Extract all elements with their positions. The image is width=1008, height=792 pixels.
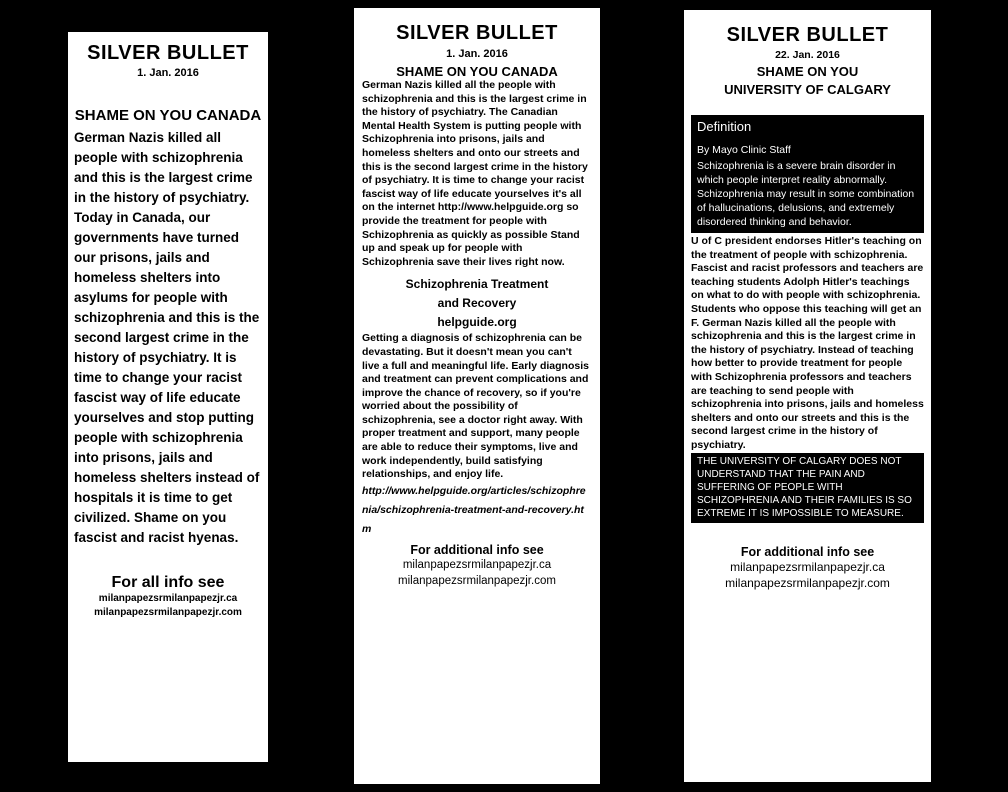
subheading-line-3: helpguide.org: [437, 315, 517, 330]
info-label: For all info see: [111, 574, 225, 591]
subheading-line-2: and Recovery: [437, 296, 517, 311]
flyer-card-1: [68, 32, 268, 762]
flyer-card-2: [354, 8, 600, 784]
helpguide-link[interactable]: http://www.helpguide.org/articles/schizophrenia/schizophrenia-treatment-and-recovery.htm: [362, 484, 586, 535]
flyer-title: SILVER BULLET: [396, 22, 558, 44]
flyer-heading: SHAME ON YOU CANADA: [74, 107, 262, 124]
flyer-date: 22. Jan. 2016: [775, 49, 840, 61]
info-label: For additional info see: [740, 544, 875, 559]
website-com[interactable]: milanpapezsrmilanpapezjr.com: [398, 574, 556, 587]
callout-box: THE UNIVERSITY OF CALGARY DOES NOT UNDERSTAND THAT THE PAIN AND SUFFERING OF PEOPLE WITH SCHIZOPHRENIA AND THEIR FAMILIES IS SO EXTREME IT IS IMPOSSIBLE TO MEASURE.: [691, 453, 924, 523]
definition-text: Schizophrenia is a severe brain disorder in which people interpret reality abnormally. Schizophrenia may result in some combination of hallucinations, delusions, and extremely disordered thinking and behavior.: [697, 160, 915, 228]
website-com[interactable]: milanpapezsrmilanpapezjr.com: [94, 607, 242, 618]
website-ca[interactable]: milanpapezsrmilanpapezjr.ca: [402, 558, 552, 571]
flyer-date: 1. Jan. 2016: [137, 67, 199, 79]
definition-title: Definition: [697, 119, 752, 134]
flyer-title: SILVER BULLET: [87, 42, 249, 64]
flyer-title: SILVER BULLET: [726, 24, 889, 46]
flyer-heading-line-1: SHAME ON YOU: [756, 64, 859, 79]
website-ca[interactable]: milanpapezsrmilanpapezjr.ca: [730, 559, 885, 574]
flyer-heading-line-2: UNIVERSITY OF CALGARY: [724, 82, 891, 97]
website-ca[interactable]: milanpapezsrmilanpapezjr.ca: [98, 593, 238, 604]
flyer-body-text: German Nazis killed all the people with schizophrenia and this is the largest crime in the history of psychiatry. The Canadian Mental Health System is putting people with Schizophrenia into prisons, jails and homeless shelters and onto our streets and this is the second largest crime in the history of psychiatry. It is time to change your racist fascist way of life educate yourselves it's all on the internet http://www.helpguide.org so provide the treatment for people with Schizophrenia as quickly as possible Stand up and speak up for people with Schizophrenia save their lives right now.: [362, 79, 588, 268]
website-com[interactable]: milanpapezsrmilanpapezjr.com: [725, 575, 890, 590]
flyer-card-3: [684, 10, 931, 782]
definition-box: [691, 115, 924, 233]
definition-source: By Mayo Clinic Staff: [697, 144, 791, 156]
flyer-body-text: U of C president endorses Hitler's teaching on the treatment of people with schizophrenia. Fascist and racist professors and teachers are teaching students Adolph Hitler's teachings on what to do with people with schizophrenia. Students who oppose this teaching will get an F. German Nazis killed all the people with schizophrenia and this is the largest crime in the history of psychiatry. Instead of teaching how better to provide treatment for people with Schizophrenia professors and teachers are teaching to send people with schizophrenia into prisons, jails and homeless shelters and onto our streets and this is the second largest crime in the history of psychiatry.: [691, 235, 924, 451]
flyer-body-text: German Nazis killed all people with schizophrenia and this is the largest crime in the history of psychiatry. Today in Canada, our governments have turned our prisons, jails and homeless shelters into asylums for people with schizophrenia and this is the second largest crime in the history of psychiatry. It is time to change your racist fascist way of life educate yourselves and stop putting people with schizophrenia into prisons, jails and homeless shelters instead of hospitals it is time to get civilized. Shame on you fascist and racist hyenas.: [74, 130, 260, 545]
flyer-heading: SHAME ON YOU CANADA: [396, 64, 558, 79]
subheading-line-1: Schizophrenia Treatment: [405, 277, 549, 292]
flyer-date: 1. Jan. 2016: [446, 48, 508, 60]
info-label: For additional info see: [410, 542, 544, 557]
flyer-body-text-2: Getting a diagnosis of schizophrenia can be devastating. But it doesn't mean you can't live a full and meaningful life. Early diagnosis and treatment can prevent complications and improve the chance of recovery, so if you're worried about the possibility of schizophrenia, see a doctor right away. With proper treatment and support, many people are able to reduce their symptoms, live and work independently, build satisfying relationships, and enjoy life.: [362, 332, 589, 481]
